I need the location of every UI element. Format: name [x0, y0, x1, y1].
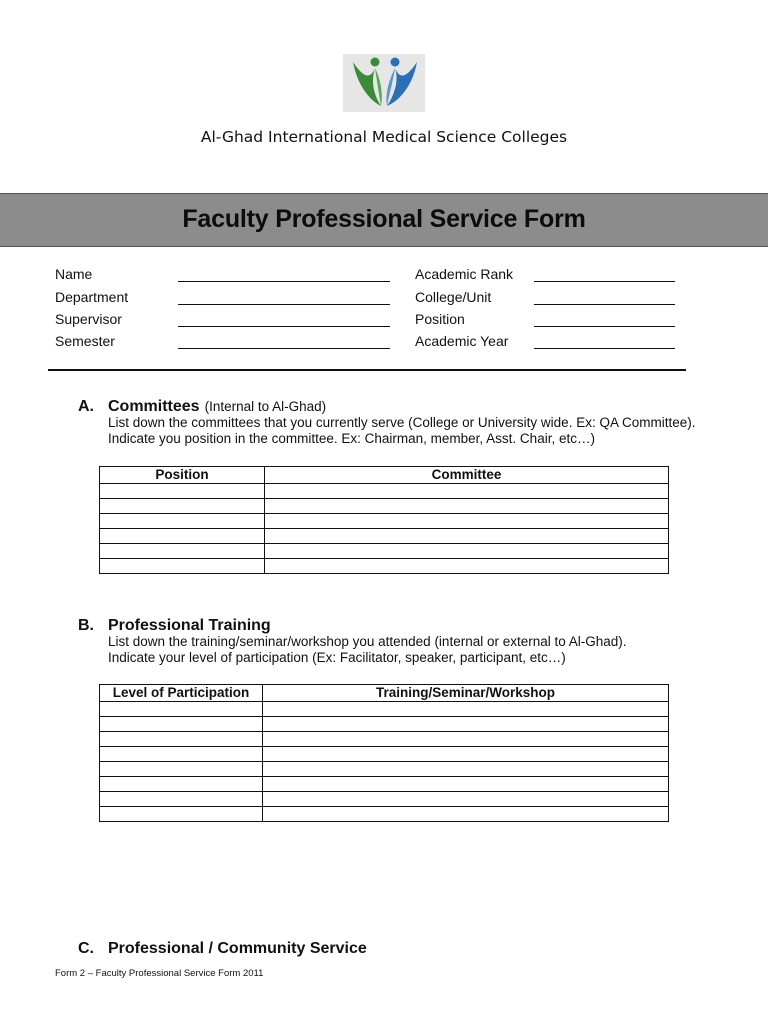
table-cell[interactable]	[265, 544, 669, 559]
table-row	[100, 747, 669, 762]
field-label-department: Department	[55, 289, 129, 305]
table-cell[interactable]	[265, 529, 669, 544]
table-cell[interactable]	[263, 747, 669, 762]
table-row	[100, 544, 669, 559]
table-row	[100, 484, 669, 499]
field-line-position[interactable]	[534, 326, 675, 327]
table-row	[100, 807, 669, 822]
column-header-committee: Committee	[265, 467, 669, 484]
table-cell[interactable]	[265, 499, 669, 514]
section-c-letter: C.	[78, 940, 94, 957]
form-title: Faculty Professional Service Form	[182, 205, 586, 233]
table-cell[interactable]	[100, 807, 263, 822]
table-header-row	[100, 467, 669, 484]
table-cell[interactable]	[263, 777, 669, 792]
field-label-name: Name	[55, 266, 93, 282]
field-label-position: Position	[415, 311, 465, 327]
field-label-academic-rank: Academic Rank	[415, 266, 514, 282]
section-a-heading	[108, 398, 326, 416]
field-line-supervisor[interactable]	[178, 326, 390, 327]
table-cell[interactable]	[100, 514, 265, 529]
table-cell[interactable]	[265, 559, 669, 574]
table-row	[100, 792, 669, 807]
section-b-instruction-2: Indicate your level of participation (Ex: Facilitator, speaker, participant, etc…)	[108, 650, 566, 665]
section-b-letter: B.	[78, 617, 94, 634]
table-cell[interactable]	[100, 762, 263, 777]
table-cell[interactable]	[100, 747, 263, 762]
section-a-instruction-2: Indicate you position in the committee. Ex: Chairman, member, Asst. Chair, etc…)	[108, 431, 595, 446]
table-row	[100, 702, 669, 717]
section-a-instruction-1: List down the committees that you currently serve (College or University wide. Ex: QA Committee).	[108, 415, 696, 430]
table-cell[interactable]	[100, 559, 265, 574]
table-row	[100, 762, 669, 777]
section-b-instruction-1: List down the training/seminar/workshop you attended (internal or external to Al-Ghad).	[108, 634, 627, 649]
table-cell[interactable]	[100, 732, 263, 747]
table-cell[interactable]	[100, 544, 265, 559]
table-row	[100, 777, 669, 792]
table-cell[interactable]	[263, 762, 669, 777]
table-cell[interactable]	[263, 702, 669, 717]
field-line-academic-year[interactable]	[534, 348, 675, 349]
field-line-name[interactable]	[178, 281, 390, 282]
field-label-semester: Semester	[55, 333, 115, 349]
table-cell[interactable]	[100, 702, 263, 717]
table-row	[100, 514, 669, 529]
table-row	[100, 732, 669, 747]
section-a-note: (Internal to Al-Ghad)	[204, 399, 327, 414]
section-b-title: Professional Training	[108, 617, 271, 634]
committees-table	[99, 466, 669, 574]
table-row	[100, 499, 669, 514]
form-footer: Form 2 – Faculty Professional Service Form 2011	[55, 968, 264, 979]
table-row	[100, 529, 669, 544]
college-logo	[343, 54, 425, 112]
table-cell[interactable]	[100, 529, 265, 544]
field-line-semester[interactable]	[178, 348, 390, 349]
table-cell[interactable]	[100, 499, 265, 514]
field-label-college-unit: College/Unit	[415, 289, 492, 305]
field-line-academic-rank[interactable]	[534, 281, 675, 282]
table-cell[interactable]	[100, 717, 263, 732]
table-row	[100, 717, 669, 732]
column-header-position: Position	[100, 467, 265, 484]
training-table	[99, 684, 669, 822]
table-cell[interactable]	[100, 484, 265, 499]
table-cell[interactable]	[265, 514, 669, 529]
header-divider	[48, 369, 686, 371]
column-header-training-seminar-workshop: Training/Seminar/Workshop	[263, 685, 669, 702]
table-cell[interactable]	[263, 717, 669, 732]
section-a-letter: A.	[78, 398, 94, 415]
field-label-supervisor: Supervisor	[55, 311, 122, 327]
college-name: Al-Ghad International Medical Science Colleges	[200, 128, 568, 146]
title-band	[0, 193, 768, 247]
table-header-row	[100, 685, 669, 702]
section-a-title: Committees	[108, 398, 200, 415]
table-cell[interactable]	[100, 792, 263, 807]
table-cell[interactable]	[265, 484, 669, 499]
table-cell[interactable]	[263, 792, 669, 807]
field-line-college-unit[interactable]	[534, 304, 675, 305]
field-line-department[interactable]	[178, 304, 390, 305]
table-cell[interactable]	[263, 732, 669, 747]
table-cell[interactable]	[100, 777, 263, 792]
field-label-academic-year: Academic Year	[415, 333, 509, 349]
table-cell[interactable]	[263, 807, 669, 822]
table-row	[100, 559, 669, 574]
column-header-level-of-participation: Level of Participation	[100, 685, 263, 702]
section-c-title: Professional / Community Service	[108, 940, 367, 957]
